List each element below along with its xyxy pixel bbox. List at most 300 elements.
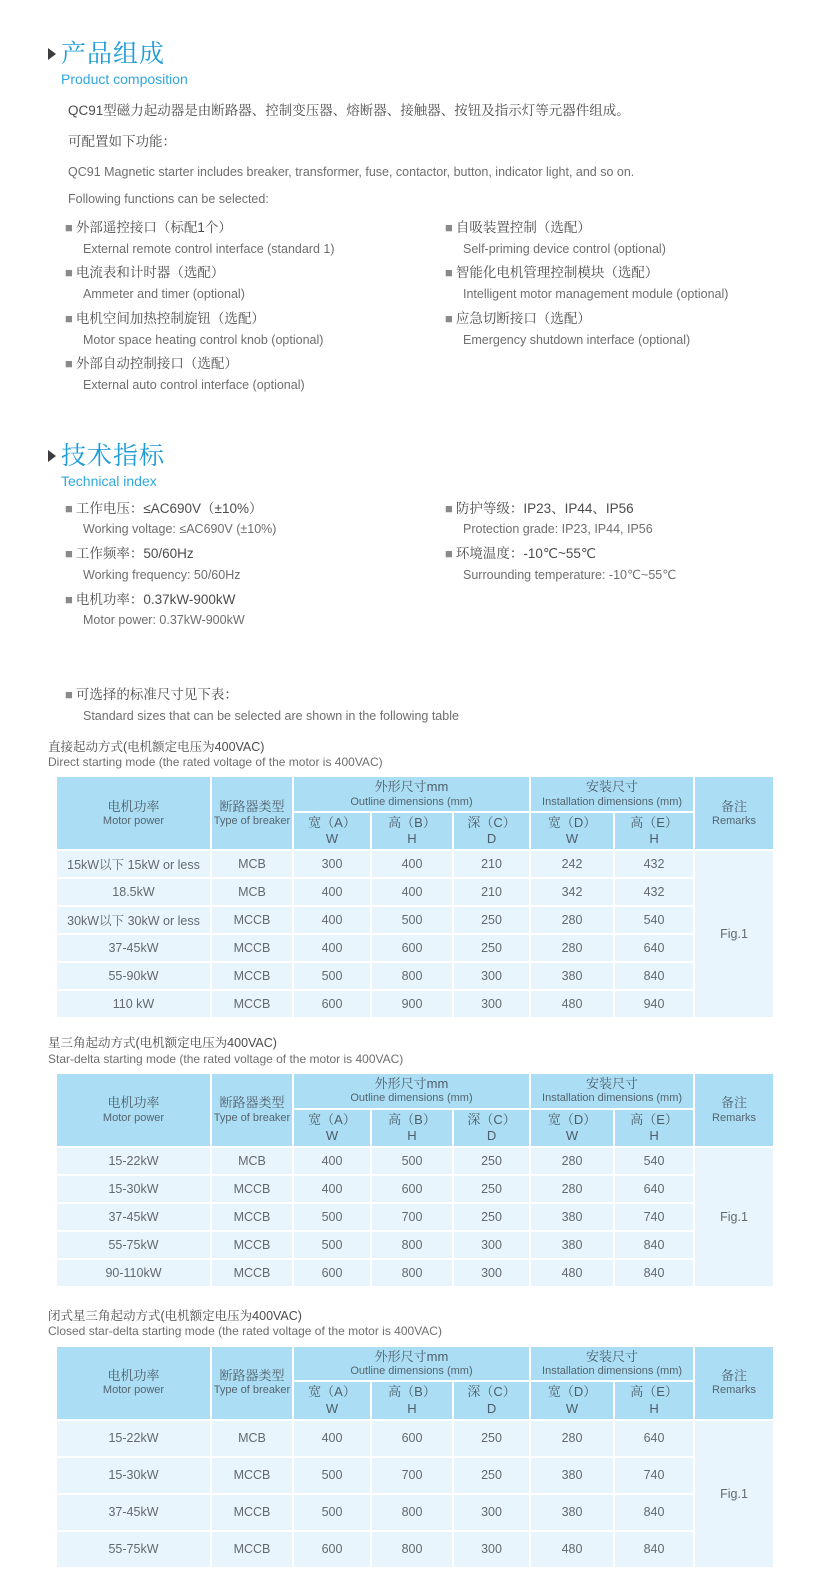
square-bullet-icon: ■ xyxy=(445,265,453,281)
feature-label-zh xyxy=(65,311,445,328)
table-title-en: Direct starting mode (the rated voltage of the motor is 400VAC) xyxy=(48,754,383,769)
table-cell: MCCB xyxy=(212,963,292,989)
spec-item xyxy=(445,546,785,584)
header-text-en: Motor power xyxy=(102,1384,165,1397)
table-title-zh: 直接起动方式(电机额定电压为400VAC) xyxy=(48,739,265,754)
table-cell: 600 xyxy=(294,991,370,1017)
square-bullet-icon: ■ xyxy=(445,500,453,516)
col-group-outline-dimensions xyxy=(294,1074,529,1107)
table-cell: MCCB xyxy=(212,1232,292,1258)
square-bullet-icon: ■ xyxy=(65,356,73,372)
header-text-zh: 宽（A） xyxy=(308,1111,356,1127)
table-cell: 740 xyxy=(615,1458,693,1493)
table-cell: MCB xyxy=(212,851,292,877)
col-group-installation-dimensions xyxy=(531,1347,693,1380)
table-cell: 500 xyxy=(294,1204,370,1230)
table-cell: 400 xyxy=(294,879,370,905)
table-cell: MCCB xyxy=(212,907,292,933)
table-cell: 400 xyxy=(294,1148,370,1174)
table-cell: 480 xyxy=(531,991,613,1017)
table-cell: 480 xyxy=(531,1260,613,1286)
table3-title xyxy=(48,1308,830,1340)
col-header-depth-c xyxy=(454,1382,529,1419)
feature-text-zh: 外部遥控接口（标配1个） xyxy=(75,219,232,235)
table-title-en: Closed star-delta starting mode (the rated voltage of the motor is 400VAC) xyxy=(48,1324,442,1339)
table-cell: 600 xyxy=(372,935,452,961)
col-header-depth-c xyxy=(454,1110,529,1147)
table-cell: 400 xyxy=(372,851,452,877)
feature-label-zh xyxy=(65,265,445,282)
col-header-width-d xyxy=(531,1382,613,1419)
table-cell: 700 xyxy=(372,1204,452,1230)
col-header-height-b xyxy=(372,1110,452,1147)
col-header-height-e xyxy=(615,1110,693,1147)
feature-item xyxy=(65,220,445,258)
table-cell: 18.5kW xyxy=(57,879,210,905)
col-group-outline-dimensions xyxy=(294,777,529,810)
feature-label-zh xyxy=(445,265,785,282)
table2-title xyxy=(48,1035,830,1067)
table-cell: 280 xyxy=(531,907,613,933)
header-text-en: H xyxy=(649,1400,659,1416)
table-cell: 900 xyxy=(372,991,452,1017)
header-text-zh: 外形尺寸mm xyxy=(374,1348,449,1364)
section-title-zh: 产品组成 xyxy=(61,40,166,68)
col-header-motor-power xyxy=(57,777,210,849)
table-cell: 640 xyxy=(615,935,693,961)
header-text-zh: 备注 xyxy=(721,1095,748,1111)
table-cell: MCCB xyxy=(212,1495,292,1530)
table-cell: 15-30kW xyxy=(57,1458,210,1493)
square-bullet-icon: ■ xyxy=(65,546,73,561)
feature-label-en: Self-priming device control (optional) xyxy=(463,241,666,256)
table-cell: 342 xyxy=(531,879,613,905)
intro-paragraph-en: Following functions can be selected: xyxy=(68,192,269,207)
spec-label-en: Motor power: 0.37kW-900kW xyxy=(83,613,245,628)
spec-item xyxy=(65,546,445,584)
header-text-zh: 备注 xyxy=(721,1368,748,1384)
spec-text-zh: 工作电压：≤AC690V（±10%） xyxy=(75,500,263,516)
table-cell: MCCB xyxy=(212,1176,292,1202)
section-title-en: Technical index xyxy=(61,472,157,489)
col-header-height-b xyxy=(372,813,452,850)
table-cell: 37-45kW xyxy=(57,1495,210,1530)
table-cell: 940 xyxy=(615,991,693,1017)
col-header-remarks xyxy=(695,1347,773,1419)
sizes-note xyxy=(65,687,830,725)
table-cell: 540 xyxy=(615,907,693,933)
table-cell: 15-22kW xyxy=(57,1421,210,1456)
star-delta-starting-table xyxy=(55,1072,775,1288)
table-cell: 250 xyxy=(454,1204,529,1230)
table-cell: MCCB xyxy=(212,1532,292,1567)
header-text-en: W xyxy=(565,1127,579,1143)
table-cell: 600 xyxy=(294,1260,370,1286)
table-cell: 110 kW xyxy=(57,991,210,1017)
table-cell: 300 xyxy=(454,1260,529,1286)
spec-label-zh xyxy=(65,501,445,518)
table-row xyxy=(57,851,773,877)
square-bullet-icon: ■ xyxy=(65,500,73,516)
sizes-note-en: Standard sizes that can be selected are shown in the following table xyxy=(83,708,459,723)
spec-label-zh xyxy=(445,501,785,518)
feature-label-en: External remote control interface (standard 1) xyxy=(83,241,335,256)
table-row xyxy=(57,963,773,989)
table-cell: 300 xyxy=(294,851,370,877)
table-cell: 300 xyxy=(454,991,529,1017)
feature-text-zh: 电流表和计时器（选配） xyxy=(75,265,225,281)
table-cell: 90-110kW xyxy=(57,1260,210,1286)
feature-item xyxy=(65,311,445,349)
feature-item xyxy=(445,311,785,349)
table-cell: 380 xyxy=(531,1204,613,1230)
feature-label-en: Intelligent motor management module (optional) xyxy=(463,287,729,302)
header-text-en: Installation dimensions (mm) xyxy=(542,795,683,808)
header-text-en: Motor power xyxy=(102,1111,165,1124)
header-text-en: D xyxy=(486,1127,497,1143)
table-cell: 210 xyxy=(454,851,529,877)
table-title-zh: 闭式星三角起动方式(电机额定电压为400VAC) xyxy=(48,1309,302,1324)
col-header-motor-power xyxy=(57,1074,210,1146)
feature-text-zh: 电机空间加热控制旋钮（选配） xyxy=(75,310,265,326)
col-header-height-e xyxy=(615,813,693,850)
sizes-note-text-zh: 可选择的标准尺寸见下表： xyxy=(75,687,238,702)
header-text-en: D xyxy=(486,1400,497,1416)
table-cell: 800 xyxy=(372,1532,452,1567)
table-cell: 400 xyxy=(294,1421,370,1456)
table-cell: 700 xyxy=(372,1458,452,1493)
spec-label-en: Working voltage: ≤AC690V (±10%) xyxy=(83,522,277,537)
col-header-width-a xyxy=(294,1110,370,1147)
header-text-zh: 高（B） xyxy=(388,814,436,830)
intro-paragraph-en: QC91 Magnetic starter includes breaker, transformer, fuse, contactor, button, indicator light, and so on. xyxy=(68,164,635,179)
closed-star-delta-starting-table xyxy=(55,1345,775,1569)
table-cell: 380 xyxy=(531,1495,613,1530)
table-cell: MCCB xyxy=(212,935,292,961)
header-text-zh: 宽（D） xyxy=(547,1384,597,1400)
header-text-en: Remarks xyxy=(712,1384,757,1397)
header-text-zh: 安装尺寸 xyxy=(586,1348,639,1364)
header-text-zh: 电机功率 xyxy=(107,798,160,814)
spec-text-zh: 环境温度：-10℃~55℃ xyxy=(455,546,597,561)
feature-label-en: Emergency shutdown interface (optional) xyxy=(463,332,691,347)
col-group-installation-dimensions xyxy=(531,777,693,810)
col-header-width-d xyxy=(531,813,613,850)
table-cell: 280 xyxy=(531,1176,613,1202)
feature-label-zh xyxy=(445,220,785,237)
feature-label-zh xyxy=(65,220,445,237)
table-cell: 500 xyxy=(294,963,370,989)
remarks-cell: Fig.1 xyxy=(695,851,773,1017)
table-cell: 400 xyxy=(372,879,452,905)
feature-label-en: Motor space heating control knob (optional) xyxy=(83,332,324,347)
table-cell: 250 xyxy=(454,907,529,933)
header-text-zh: 高（E） xyxy=(630,1111,678,1127)
table-row xyxy=(57,1204,773,1230)
table-title-en: Star-delta starting mode (the rated voltage of the motor is 400VAC) xyxy=(48,1051,404,1066)
spec-text-zh: 电机功率：0.37kW-900kW xyxy=(75,591,236,607)
table-cell: 300 xyxy=(454,963,529,989)
table-row xyxy=(57,1495,773,1530)
col-header-height-b xyxy=(372,1382,452,1419)
header-text-zh: 外形尺寸mm xyxy=(374,1076,449,1092)
table-cell: 280 xyxy=(531,1421,613,1456)
square-bullet-icon: ■ xyxy=(65,265,73,281)
square-bullet-icon: ■ xyxy=(65,310,73,326)
table-cell: 55-75kW xyxy=(57,1232,210,1258)
table-row xyxy=(57,1260,773,1286)
table-cell: 30kW以下 30kW or less xyxy=(57,907,210,933)
table-row xyxy=(57,1421,773,1456)
square-bullet-icon: ■ xyxy=(65,219,73,235)
spec-text-zh: 防护等级：IP23、IP44、IP56 xyxy=(455,500,634,516)
header-text-en: H xyxy=(649,1127,659,1143)
table-cell: 500 xyxy=(294,1232,370,1258)
table-cell: 15-22kW xyxy=(57,1148,210,1174)
remarks-cell: Fig.1 xyxy=(695,1148,773,1286)
spec-label-en: Surrounding temperature: -10℃~55℃ xyxy=(463,567,677,582)
square-bullet-icon: ■ xyxy=(65,687,73,702)
header-text-en: Type of breaker xyxy=(213,1111,291,1124)
spec-label-zh xyxy=(445,546,785,563)
spec-item xyxy=(65,501,445,539)
feature-text-zh: 智能化电机管理控制模块（选配） xyxy=(455,265,659,281)
header-text-zh: 电机功率 xyxy=(107,1095,160,1111)
table-row xyxy=(57,1458,773,1493)
table-row xyxy=(57,1148,773,1174)
feature-item xyxy=(445,265,785,303)
table-cell: 800 xyxy=(372,1260,452,1286)
header-text-en: Installation dimensions (mm) xyxy=(542,1365,683,1378)
header-text-en: H xyxy=(407,1127,417,1143)
header-text-zh: 深（C） xyxy=(467,1111,516,1127)
table-cell: 15kW以下 15kW or less xyxy=(57,851,210,877)
square-bullet-icon: ■ xyxy=(445,219,453,235)
feature-item xyxy=(65,265,445,303)
feature-label-zh xyxy=(65,356,445,373)
header-text-en: H xyxy=(649,831,659,847)
table-cell: 300 xyxy=(454,1495,529,1530)
table-cell: MCB xyxy=(212,879,292,905)
header-text-zh: 安装尺寸 xyxy=(586,1076,639,1092)
table-cell: 380 xyxy=(531,963,613,989)
table-cell: 840 xyxy=(615,1532,693,1567)
intro-paragraph-zh: 可配置如下功能： xyxy=(68,133,176,149)
feature-text-zh: 应急切断接口（选配） xyxy=(455,310,591,326)
square-bullet-icon: ■ xyxy=(65,591,73,607)
section-arrow-icon xyxy=(48,450,56,462)
col-header-height-e xyxy=(615,1382,693,1419)
header-text-zh: 高（E） xyxy=(630,1384,678,1400)
header-text-en: Outline dimensions (mm) xyxy=(350,1365,473,1378)
table-cell: 250 xyxy=(454,1421,529,1456)
table-cell: 840 xyxy=(615,1232,693,1258)
table-cell: MCB xyxy=(212,1421,292,1456)
table-cell: 400 xyxy=(294,935,370,961)
section-technical-index-header xyxy=(48,442,830,489)
table-cell: 15-30kW xyxy=(57,1176,210,1202)
remarks-cell: Fig.1 xyxy=(695,1421,773,1567)
table-cell: 840 xyxy=(615,1495,693,1530)
header-text-en: Remarks xyxy=(712,1111,757,1124)
table-title-zh: 星三角起动方式(电机额定电压为400VAC) xyxy=(48,1036,277,1051)
feature-label-en: External auto control interface (optional) xyxy=(83,378,305,393)
table-cell: 840 xyxy=(615,1260,693,1286)
table-cell: 37-45kW xyxy=(57,1204,210,1230)
feature-list xyxy=(65,220,830,402)
feature-label-zh xyxy=(445,311,785,328)
header-text-en: H xyxy=(407,831,417,847)
table-cell: 400 xyxy=(294,907,370,933)
table-cell: MCB xyxy=(212,1148,292,1174)
table-cell: 37-45kW xyxy=(57,935,210,961)
feature-label-en: Ammeter and timer (optional) xyxy=(83,287,245,302)
spec-label-zh xyxy=(65,546,445,563)
table-row xyxy=(57,1176,773,1202)
table-cell: 640 xyxy=(615,1421,693,1456)
spec-label-zh xyxy=(65,592,445,609)
table-cell: 432 xyxy=(615,851,693,877)
header-text-en: Type of breaker xyxy=(213,814,291,827)
section-arrow-icon xyxy=(48,48,56,60)
table-row xyxy=(57,879,773,905)
header-text-en: Installation dimensions (mm) xyxy=(542,1092,683,1105)
table-cell: 600 xyxy=(294,1532,370,1567)
col-header-breaker-type xyxy=(212,1347,292,1419)
feature-text-zh: 自吸装置控制（选配） xyxy=(455,219,591,235)
table-cell: 210 xyxy=(454,879,529,905)
table-cell: 800 xyxy=(372,1495,452,1530)
header-text-zh: 安装尺寸 xyxy=(586,779,639,795)
table-row xyxy=(57,935,773,961)
header-text-en: Motor power xyxy=(102,814,165,827)
table-row xyxy=(57,1532,773,1567)
table-cell: 300 xyxy=(454,1232,529,1258)
table-cell: 800 xyxy=(372,1232,452,1258)
table-cell: MCCB xyxy=(212,1260,292,1286)
table-row xyxy=(57,907,773,933)
header-text-zh: 电机功率 xyxy=(107,1368,160,1384)
spec-text-zh: 工作频率：50/60Hz xyxy=(75,546,194,561)
table-cell: 600 xyxy=(372,1176,452,1202)
table-cell: 500 xyxy=(372,1148,452,1174)
col-header-width-a xyxy=(294,813,370,850)
header-text-zh: 高（B） xyxy=(388,1384,436,1400)
col-header-width-d xyxy=(531,1110,613,1147)
sizes-note-zh xyxy=(65,687,830,704)
table-cell: 432 xyxy=(615,879,693,905)
col-header-motor-power xyxy=(57,1347,210,1419)
table-cell: 250 xyxy=(454,935,529,961)
col-header-breaker-type xyxy=(212,1074,292,1146)
header-text-zh: 外形尺寸mm xyxy=(374,779,449,795)
header-text-zh: 宽（A） xyxy=(308,1384,356,1400)
intro-paragraphs xyxy=(68,103,830,208)
spec-item xyxy=(445,501,785,539)
table-cell: 250 xyxy=(454,1176,529,1202)
col-group-installation-dimensions xyxy=(531,1074,693,1107)
table-cell: 600 xyxy=(372,1421,452,1456)
table-cell: 55-90kW xyxy=(57,963,210,989)
table-row xyxy=(57,1232,773,1258)
table-cell: 250 xyxy=(454,1458,529,1493)
section-title-zh: 技术指标 xyxy=(61,441,166,470)
col-header-remarks xyxy=(695,1074,773,1146)
header-text-en: Outline dimensions (mm) xyxy=(350,795,473,808)
col-header-width-a xyxy=(294,1382,370,1419)
header-text-en: Type of breaker xyxy=(213,1384,291,1397)
col-header-remarks xyxy=(695,777,773,849)
table-cell: 242 xyxy=(531,851,613,877)
table-cell: 500 xyxy=(294,1495,370,1530)
table-row xyxy=(57,991,773,1017)
table-cell: 500 xyxy=(294,1458,370,1493)
header-text-zh: 高（E） xyxy=(630,814,678,830)
col-group-outline-dimensions xyxy=(294,1347,529,1380)
header-text-en: W xyxy=(325,1400,339,1416)
spec-list xyxy=(65,501,830,638)
header-text-zh: 深（C） xyxy=(467,1384,516,1400)
spec-label-en: Protection grade: IP23, IP44, IP56 xyxy=(463,522,653,537)
header-text-zh: 宽（D） xyxy=(547,814,597,830)
table1-title xyxy=(48,739,830,771)
header-text-zh: 断路器类型 xyxy=(219,798,285,814)
direct-starting-table xyxy=(55,775,775,1019)
square-bullet-icon: ■ xyxy=(445,310,453,326)
header-text-zh: 深（C） xyxy=(467,814,516,830)
col-header-breaker-type xyxy=(212,777,292,849)
header-text-zh: 高（B） xyxy=(388,1111,436,1127)
header-text-en: D xyxy=(486,831,497,847)
table-cell: MCCB xyxy=(212,1458,292,1493)
table-cell: 55-75kW xyxy=(57,1532,210,1567)
table-cell: 280 xyxy=(531,1148,613,1174)
spec-label-en: Working frequency: 50/60Hz xyxy=(83,567,241,582)
table-cell: 380 xyxy=(531,1232,613,1258)
feature-item xyxy=(65,356,445,394)
header-text-en: W xyxy=(565,1400,579,1416)
table-cell: 640 xyxy=(615,1176,693,1202)
spec-item xyxy=(65,592,445,630)
header-text-en: W xyxy=(565,831,579,847)
header-text-zh: 宽（D） xyxy=(547,1111,597,1127)
table-cell: 480 xyxy=(531,1532,613,1567)
header-text-en: Outline dimensions (mm) xyxy=(350,1092,473,1105)
col-header-depth-c xyxy=(454,813,529,850)
table-cell: 800 xyxy=(372,963,452,989)
table-cell: 740 xyxy=(615,1204,693,1230)
section-title-en: Product composition xyxy=(61,70,188,87)
header-text-en: W xyxy=(325,1127,339,1143)
header-text-zh: 宽（A） xyxy=(308,814,356,830)
table-cell: 380 xyxy=(531,1458,613,1493)
header-text-en: W xyxy=(325,831,339,847)
header-text-en: Remarks xyxy=(712,814,757,827)
section-product-composition-header xyxy=(48,40,830,87)
header-text-zh: 断路器类型 xyxy=(219,1368,285,1384)
square-bullet-icon: ■ xyxy=(445,546,453,561)
table-cell: 500 xyxy=(372,907,452,933)
feature-item xyxy=(445,220,785,258)
feature-text-zh: 外部自动控制接口（选配） xyxy=(75,356,238,372)
header-text-zh: 断路器类型 xyxy=(219,1095,285,1111)
table-cell: 540 xyxy=(615,1148,693,1174)
table-cell: MCCB xyxy=(212,1204,292,1230)
table-cell: MCCB xyxy=(212,991,292,1017)
table-cell: 280 xyxy=(531,935,613,961)
table-cell: 300 xyxy=(454,1532,529,1567)
header-text-en: H xyxy=(407,1400,417,1416)
